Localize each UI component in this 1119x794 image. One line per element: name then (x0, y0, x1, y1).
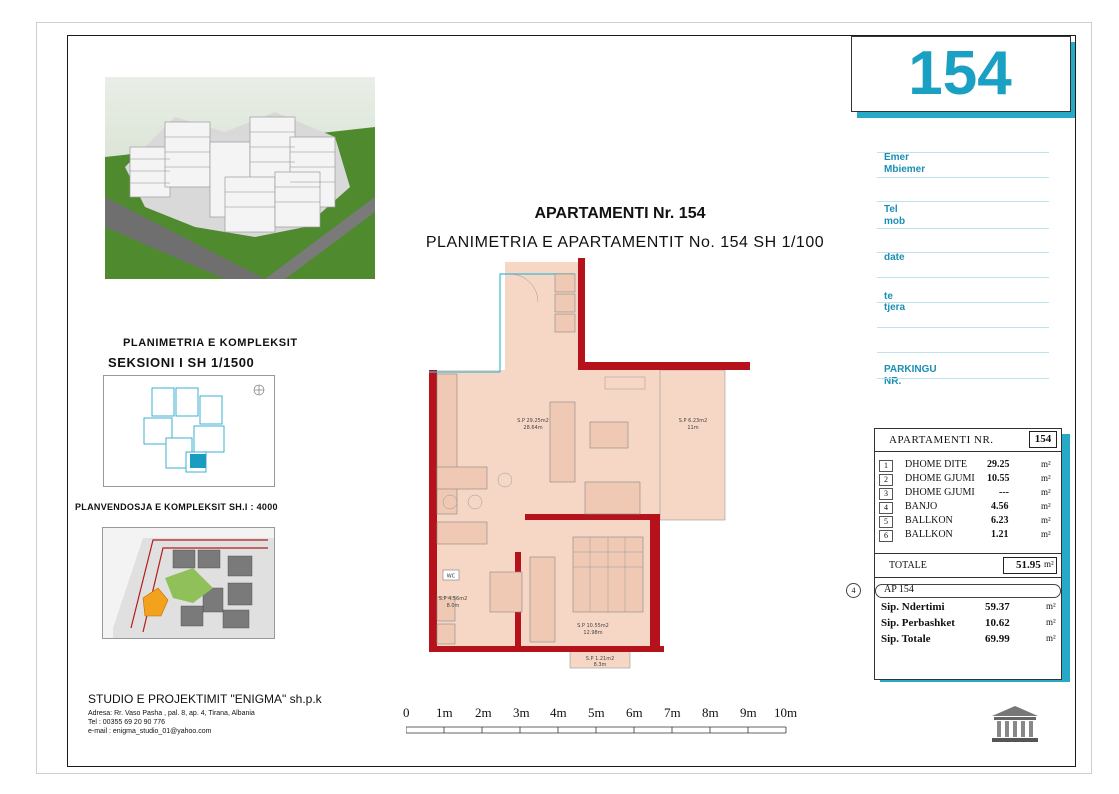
scale-label: 10m (774, 705, 798, 720)
area-table (874, 428, 1062, 680)
room-living-area: S.P 29.25m2 (517, 418, 549, 424)
table-row: 4 BANJO 4.56 m² (879, 501, 1057, 515)
divider (875, 553, 1061, 554)
field-line (877, 177, 1049, 178)
field-line (877, 378, 1049, 379)
area-table-header: APARTAMENTI NR. (889, 434, 994, 446)
divider (875, 577, 1061, 578)
sheet-subtitle: PLANIMETRIA E APARTAMENTIT No. 154 SH 1/100 (425, 234, 825, 251)
complex-plan-title: PLANIMETRIA E KOMPLEKSIT (123, 337, 298, 349)
table-row: Sip. Totale 69.99 m² (881, 633, 1056, 645)
complex-rendering (105, 77, 375, 279)
ap-label: AP 154 (884, 584, 914, 595)
room-rows (879, 459, 1057, 543)
ap-circle-marker: 4 (846, 583, 861, 598)
field-line (877, 228, 1049, 229)
area-table-apt-number: 154 (1029, 431, 1057, 448)
complex-plan-drawing (103, 375, 275, 487)
scale-bar (398, 705, 808, 739)
room-bath-perimeter: 8.0m (446, 603, 460, 609)
room-balcony2-area: S.P 1.21m2 (585, 656, 615, 662)
room-bedroom-area: S.P 10.55m2 (577, 623, 609, 629)
total-box (1003, 557, 1057, 574)
field-line (877, 201, 1049, 202)
sheet-title: APARTAMENTI Nr. 154 (534, 205, 706, 222)
scale-label: 6m (626, 705, 643, 720)
table-row: Sip. Ndertimi 59.37 m² (881, 601, 1056, 613)
table-row: 3 DHOME GJUMI --- m² (879, 487, 1057, 501)
table-row: 1 DHOME DITE 29.25 m² (879, 459, 1057, 473)
scale-label: 3m (513, 705, 530, 720)
field-mob: mob (884, 216, 906, 227)
studio-tel: Tel : 00355 69 20 90 776 (88, 719, 166, 726)
ap-label-pill (875, 584, 1061, 598)
divider (875, 451, 1061, 452)
room-balcony1-perimeter: 11m (687, 425, 699, 431)
total-unit: m² (1044, 559, 1054, 569)
field-parking-nr: NR. (884, 376, 902, 387)
field-date: date (884, 252, 905, 263)
complex-plan-subtitle: SEKSIONI I SH 1/1500 (108, 355, 255, 370)
total-value: 51.95 (1016, 559, 1041, 571)
scale-label: 4m (550, 705, 567, 720)
field-line (877, 277, 1049, 278)
scale-label: 7m (664, 705, 681, 720)
field-te-tjera: te tjera (884, 291, 906, 313)
studio-address: Adresa: Rr. Vaso Pasha , pal. 8, ap. 4, Tirana, Albania (88, 710, 255, 717)
room-living-perimeter: 28.64m (523, 425, 543, 431)
room-balcony2-perimeter: 8.3m (593, 662, 607, 668)
field-parkingu: PARKINGU (884, 364, 937, 375)
temple-logo-icon (990, 704, 1040, 744)
total-label: TOTALE (889, 560, 927, 571)
room-bath-area: S.P 4.56m2 (438, 596, 468, 602)
scale-label: 8m (702, 705, 719, 720)
field-emer: Emer (884, 152, 910, 163)
table-row: Sip. Perbashket 10.62 m² (881, 617, 1056, 629)
scale-label: 9m (740, 705, 757, 720)
scale-label: 2m (475, 705, 492, 720)
field-line (877, 352, 1049, 353)
field-tel: Tel (884, 204, 898, 215)
field-mbiemer: Mbiemer (884, 164, 926, 175)
site-plan-drawing (102, 527, 275, 639)
room-balcony1-area: S.P 6.23m2 (678, 418, 708, 424)
apartment-number: 154 (908, 38, 1012, 108)
table-row: 2 DHOME GJUMI 10.55 m² (879, 473, 1057, 487)
wc-tag: WC (446, 573, 456, 580)
field-line (877, 302, 1049, 303)
site-plan-title: PLANVENDOSJA E KOMPLEKSIT SH.I : 4000 (75, 502, 278, 512)
scale-label: 5m (588, 705, 605, 720)
studio-email: e-mail : enigma_studio_01@yahoo.com (88, 728, 212, 735)
table-row: 5 BALLKON 6.23 m² (879, 515, 1057, 529)
field-line (877, 327, 1049, 328)
studio-name: STUDIO E PROJEKTIMIT "ENIGMA" sh.p.k (88, 692, 322, 706)
scale-label: 1m (436, 705, 453, 720)
field-line (877, 252, 1049, 253)
summary-rows (881, 601, 1061, 649)
room-bedroom-perimeter: 12.98m (583, 630, 603, 636)
floor-plan (425, 252, 755, 672)
scale-label: 0 (403, 705, 410, 720)
table-row: 6 BALLKON 1.21 m² (879, 529, 1057, 543)
